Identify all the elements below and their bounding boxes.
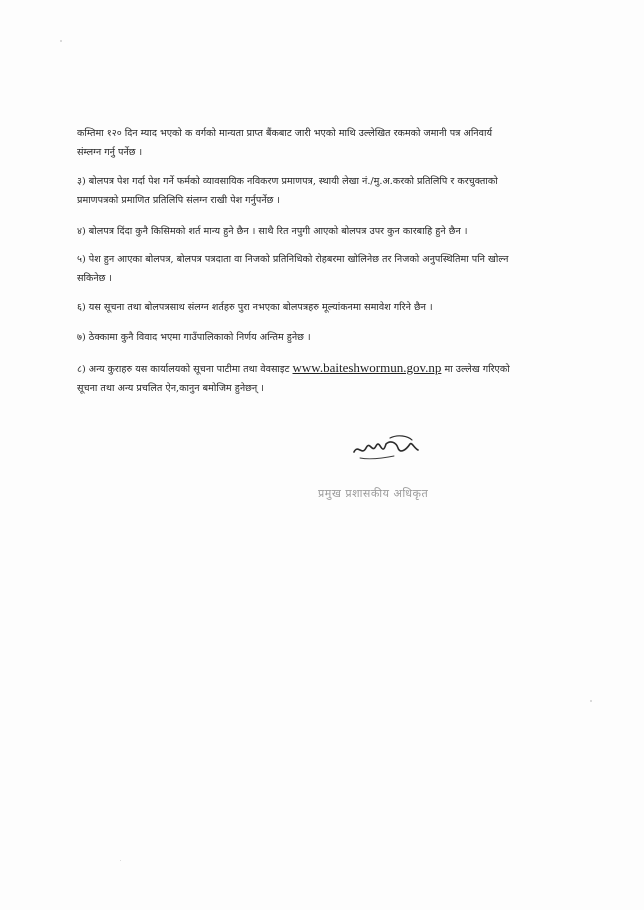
paragraph-item-8 <box>77 358 577 398</box>
paragraph-item-7 <box>77 328 577 347</box>
scan-speck <box>60 40 62 42</box>
paragraph-guarantee <box>77 124 577 162</box>
text-line <box>77 358 577 379</box>
scan-speck <box>120 860 121 861</box>
handwritten-signature <box>350 430 430 470</box>
text-line: ३) बोलपत्र पेश गर्दा पेश गर्ने फर्मको व्यावसायिक नविकरण प्रमाणपत्र, स्थायी लेखा नं./मु.अ.करको प्रतिलिपि र करचुक्ताको <box>77 176 498 187</box>
text-line: कम्तिमा १२० दिन म्याद भएको क वर्गको मान्यता प्राप्त बैंकबाट जारी भएको माथि उल्लेखित रकमको जमानी पत्र अनिवार्य <box>77 128 493 139</box>
paragraph-item-3 <box>77 172 577 210</box>
text-line: सकिनेछ । <box>77 273 113 284</box>
signature-scribble <box>350 430 430 470</box>
text-segment: ८) अन्य कुराहरु यस कार्यालयको सूचना पाटीमा तथा वेवसाइट <box>77 364 293 375</box>
scan-speck <box>590 700 592 702</box>
official-stamp: प्रमुख प्रशासकीय अधिकृत <box>318 487 429 500</box>
paragraph-item-5 <box>77 250 577 288</box>
paragraph-item-6 <box>77 298 577 317</box>
text-line: ४) बोलपत्र दिंदा कुनै किसिमको शर्त मान्य हुने छैन । साथै रित नपुगी आएको बोलपत्र उपर कुन कारबाहि हुने छैन । <box>77 226 468 237</box>
website-link[interactable]: www.baiteshwormun.gov.np <box>292 360 442 375</box>
text-line: ७) ठेक्कामा कुनै विवाद भएमा गाउँपालिकाको निर्णय अन्तिम हुनेछ । <box>77 332 311 343</box>
text-line: ५) पेश हुन आएका बोलपत्र, बोलपत्र पत्रदाता वा निजको प्रतिनिधिको रोहबरमा खोलिनेछ तर निजको अनुपस्थितिमा पनि खोल्न <box>77 254 509 265</box>
text-line: प्रमाणपत्रको प्रमाणित प्रतिलिपि संलग्न राखी पेश गर्नुपर्नेछ । <box>77 195 281 206</box>
paragraph-item-4 <box>77 222 577 241</box>
text-line: संम्लग्न गर्नु पर्नेछ । <box>77 147 143 158</box>
text-segment: मा उल्लेख गरिएको <box>441 364 510 375</box>
text-line: सूचना तथा अन्य प्रचलित ऐन,कानुन बमोजिम हुनेछन् । <box>77 383 264 394</box>
text-line: ६) यस सूचना तथा बोलपत्रसाथ संलग्न शर्तहरु पुरा नभएका बोलपत्रहरु मूल्यांकनमा समावेश गरिने छैन । <box>77 302 433 313</box>
